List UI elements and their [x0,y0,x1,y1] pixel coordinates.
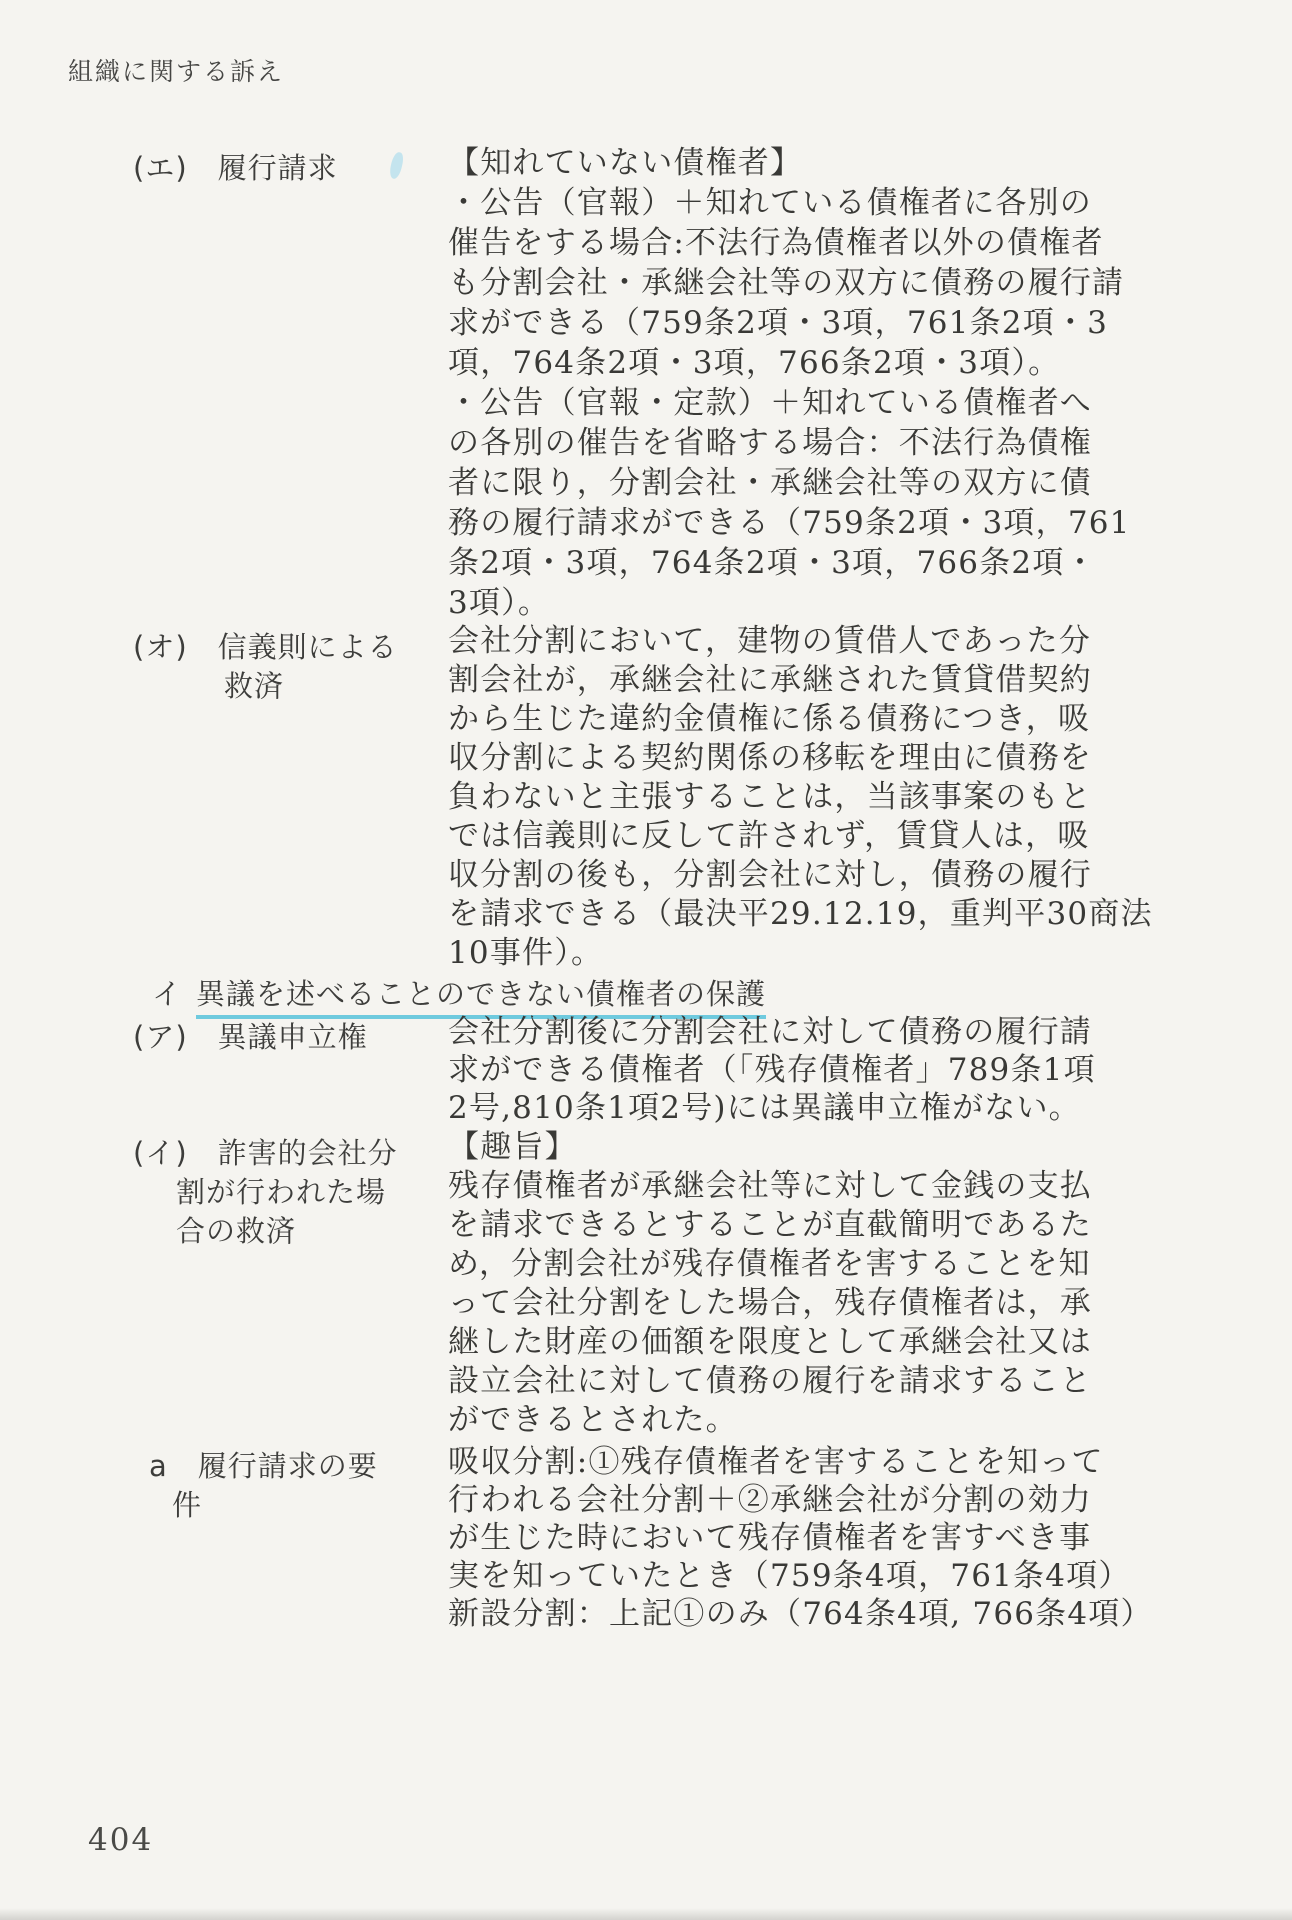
text-line: の各別の催告を省略する場合：不法行為債権 [448,425,1092,461]
text-line: 行われる会社分割＋②承継会社が分割の効力 [448,1482,1092,1518]
text-line: では信義則に反して許されず，賃貸人は，吸 [448,818,1090,854]
running-header: 組織に関する訴え [68,57,285,86]
scan-bottom-shadow [0,1908,1292,1920]
text-line: を請求できる（最決平29.12.19，重判平30商法 [448,896,1153,932]
text-line: 者に限り，分割会社・承継会社等の双方に債 [448,465,1092,501]
label-shingisoku-line2: 救済 [224,669,285,703]
body-igi-moushitate [448,1013,1168,1127]
body-rikou-seikyu [448,143,1168,623]
text-line: 10事件）。 [448,935,604,971]
text-line: って会社分割をした場合，残存債権者は，承 [448,1285,1092,1321]
text-line: ・公告（官報・定款）＋知れている債権者へ [448,385,1092,421]
text-line: 収分割の後も，分割会社に対し，債務の履行 [448,857,1092,893]
text-line: 吸収分割:①残存債権者を害することを知って [448,1444,1104,1480]
text-line: 残存債権者が承継会社等に対して金銭の支払 [448,1168,1092,1204]
page-number: 404 [88,1822,154,1858]
text-line: 負わないと主張することは，当該事案のもと [448,779,1092,815]
label-shingisoku-line1: (オ) 信義則による [133,630,398,664]
text-line: 催告をする場合:不法行為債権者以外の債権者 [448,225,1104,261]
label-sagaiteki-line3: 合の救済 [176,1214,297,1248]
text-line: ・公告（官報）＋知れている債権者に各別の [448,185,1092,221]
body-sagaiteki [448,1128,1168,1440]
body-rikou-yoken [448,1443,1168,1633]
label-rikou-seikyu: (エ) 履行請求 [133,151,338,185]
text-line: 割会社が，承継会社に承継された賃貸借契約 [448,662,1092,698]
text-line: も分割会社・承継会社等の双方に債務の履行請 [448,265,1125,301]
text-line: 項，764条2項・3項，766条2項・3項）。 [448,345,1061,381]
label-rikou-yoken-line1: a 履行請求の要 [149,1449,378,1483]
label-sagaiteki-line2: 割が行われた場 [176,1175,387,1209]
text-line: 3項）。 [448,585,551,621]
label-sagaiteki-line1: (イ) 詐害的会社分 [133,1136,398,1170]
text-line: 求ができる債権者（「残存債権者」789条1項 [448,1052,1096,1088]
text-line: 条2項・3項，764条2項・3項，766条2項・ [448,545,1097,581]
text-line: から生じた違約金債権に係る債務につき，吸 [448,701,1091,737]
text-line: 収分割による契約関係の移転を理由に債務を [448,740,1092,776]
text-line: 新設分割：上記①のみ（764条4項, 766条4項） [448,1596,1153,1632]
text-line: 会社分割後に分割会社に対して債務の履行請 [448,1014,1092,1050]
text-line: が生じた時において残存債権者を害すべき事 [448,1520,1092,1556]
subheading-igi-hogo [152,972,766,1013]
text-line: め，分割会社が残存債権者を害することを知 [448,1246,1091,1282]
scan-smudge-artifact [388,151,404,180]
text-line: 【趣旨】 [448,1129,577,1165]
subheading-title-underlined: 異議を述べることのできない債権者の保護 [196,977,766,1019]
text-line: 継した財産の価額を限度として承継会社又は [448,1324,1092,1360]
text-line: 務の履行請求ができる（759条2項・3項，761 [448,505,1131,541]
text-line: 実を知っていたとき（759条4項，761条4項） [448,1558,1131,1594]
text-line: 会社分割において，建物の賃借人であった分 [448,623,1092,659]
subheading-kana: イ [152,977,183,1011]
text-line: 2号,810条1項2号)には異議申立権がない。 [448,1090,1081,1126]
label-rikou-yoken-line2: 件 [172,1488,203,1522]
label-igi-moushitate: (ア) 異議申立権 [133,1020,368,1054]
text-line: 設立会社に対して債務の履行を請求すること [448,1363,1092,1399]
text-line: ができるとされた。 [448,1402,738,1438]
body-shingisoku [448,622,1168,973]
text-line: 求ができる（759条2項・3項，761条2項・3 [448,305,1109,341]
text-line: 【知れていない債権者】 [448,145,803,181]
text-line: を請求できるとすることが直截簡明であるた [448,1207,1092,1243]
